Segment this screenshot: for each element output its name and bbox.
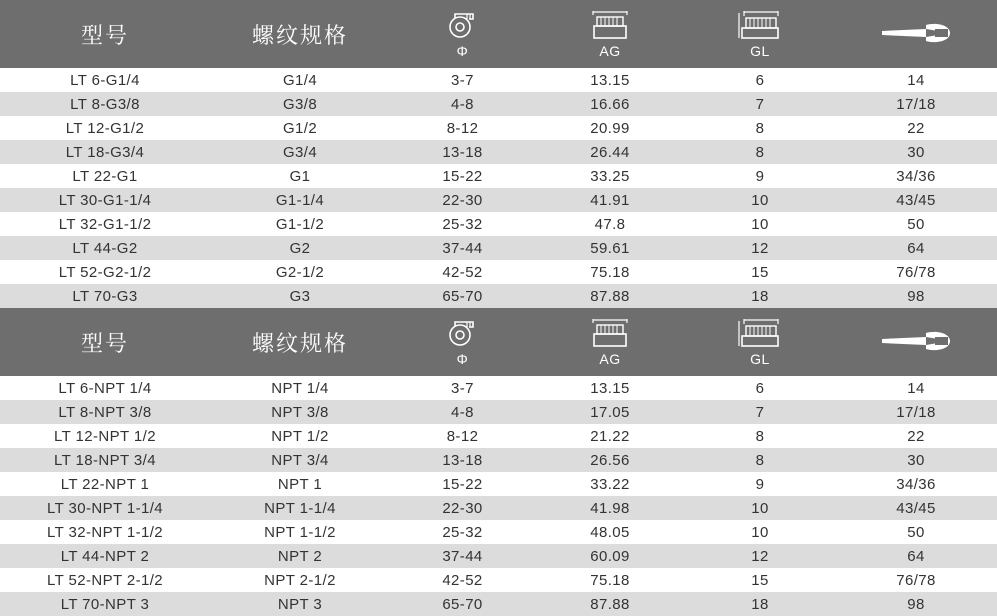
table-row [0,236,997,260]
column-header-wrench [835,308,997,376]
thread-length-icon [734,318,786,350]
cell-diameter: 42-52 [442,263,483,281]
cell-model: LT 12-G1/2 [65,119,145,137]
cell-gl: 10 [751,191,769,209]
cell-wrench: 98 [907,287,925,305]
cell-gl: 12 [751,239,769,257]
cell-diameter: 22-30 [442,191,483,209]
wrench-icon [878,325,954,357]
table-row [0,448,997,472]
cell-thread-spec: G1/2 [282,119,318,137]
cell-model: LT 52-G2-1/2 [58,263,152,281]
cell-ag: 60.09 [590,547,630,565]
cell-model: LT 44-G2 [72,239,138,257]
cell-thread-spec: G3/8 [282,95,318,113]
cell-wrench: 17/18 [896,403,936,421]
column-header-diameter-label: Φ [456,43,469,59]
cell-wrench: 14 [907,71,925,89]
cell-gl: 8 [755,427,765,445]
cell-diameter: 37-44 [442,547,483,565]
cell-model: LT 70-NPT 3 [60,595,150,613]
cell-ag: 26.56 [590,451,630,469]
hex-body-length-icon [587,10,633,42]
cell-wrench: 34/36 [896,167,936,185]
cell-model: LT 18-NPT 3/4 [54,451,156,469]
cell-ag: 21.22 [590,427,630,445]
cell-gl: 15 [751,263,769,281]
cell-thread-spec: NPT 1-1/2 [264,523,336,541]
cell-model: LT 44-NPT 2 [60,547,150,565]
cell-ag: 33.22 [590,475,630,493]
cell-gl: 7 [755,403,765,421]
cell-thread-spec: NPT 1/2 [271,427,329,445]
cell-model: LT 32-NPT 1-1/2 [46,523,164,541]
column-header-model: 型号 [80,331,129,357]
table-row [0,592,997,616]
cell-wrench: 50 [907,523,925,541]
table-header-row [0,0,997,68]
cell-diameter: 22-30 [442,499,483,517]
cell-diameter: 3-7 [451,379,474,397]
threaded-plug-icon [443,318,483,350]
column-header-ag [535,0,685,68]
cell-model: LT 22-G1 [72,167,138,185]
column-header-diameter-label: Φ [456,351,469,367]
column-header-gl-label: GL [750,43,770,59]
table-row [0,496,997,520]
table-header-row [0,308,997,376]
cell-diameter: 15-22 [442,475,483,493]
table-row [0,140,997,164]
cell-gl: 8 [755,119,765,137]
cell-ag: 47.8 [594,215,626,233]
cell-wrench: 34/36 [896,475,936,493]
hex-body-length-icon [587,318,633,350]
cell-ag: 26.44 [590,143,630,161]
cell-gl: 7 [755,95,765,113]
cell-model: LT 12-NPT 1/2 [54,427,156,445]
table-row [0,260,997,284]
cell-diameter: 8-12 [446,119,479,137]
cell-diameter: 4-8 [451,403,474,421]
column-header-thread-spec: 螺纹规格 [251,331,348,357]
cell-diameter: 37-44 [442,239,483,257]
cell-gl: 8 [755,451,765,469]
cell-gl: 18 [751,595,769,613]
cell-ag: 75.18 [590,263,630,281]
column-header-thread-spec: 螺纹规格 [251,23,348,49]
cell-model: LT 22-NPT 1 [60,475,150,493]
cell-thread-spec: G1/4 [282,71,318,89]
cell-diameter: 25-32 [442,523,483,541]
cell-diameter: 13-18 [442,143,483,161]
table-row [0,472,997,496]
cell-diameter: 65-70 [442,595,483,613]
cell-diameter: 4-8 [451,95,474,113]
cell-ag: 13.15 [590,71,630,89]
cell-wrench: 50 [907,215,925,233]
cell-wrench: 43/45 [896,191,936,209]
cell-model: LT 30-NPT 1-1/4 [46,499,164,517]
table-row [0,164,997,188]
cell-wrench: 22 [907,427,925,445]
cell-diameter: 25-32 [442,215,483,233]
cell-diameter: 3-7 [451,71,474,89]
cell-wrench: 98 [907,595,925,613]
thread-length-icon [734,10,786,42]
column-header-ag-label: AG [599,351,621,367]
cell-thread-spec: NPT 3 [277,595,323,613]
table-row [0,212,997,236]
cell-wrench: 30 [907,451,925,469]
cell-model: LT 18-G3/4 [65,143,145,161]
cell-ag: 87.88 [590,595,630,613]
table-row [0,424,997,448]
table-body [0,68,997,308]
cell-thread-spec: G3/4 [282,143,318,161]
cell-ag: 75.18 [590,571,630,589]
table-body [0,376,997,616]
column-header-gl-label: GL [750,351,770,367]
table-row [0,92,997,116]
cell-ag: 33.25 [590,167,630,185]
cell-wrench: 64 [907,547,925,565]
cell-wrench: 43/45 [896,499,936,517]
cell-model: LT 6-G1/4 [70,71,140,89]
cell-thread-spec: NPT 1 [277,475,323,493]
threaded-plug-icon [443,10,483,42]
cell-diameter: 13-18 [442,451,483,469]
wrench-icon [878,17,954,49]
table-row [0,520,997,544]
cell-ag: 48.05 [590,523,630,541]
cell-model: LT 52-NPT 2-1/2 [46,571,164,589]
cell-gl: 18 [751,287,769,305]
column-header-wrench [835,0,997,68]
cell-gl: 10 [751,215,769,233]
cell-ag: 41.98 [590,499,630,517]
cell-gl: 15 [751,571,769,589]
cell-wrench: 76/78 [896,263,936,281]
cell-thread-spec: G1-1/2 [275,215,325,233]
cell-thread-spec: G1-1/4 [275,191,325,209]
table-row [0,568,997,592]
table-row [0,68,997,92]
cell-ag: 87.88 [590,287,630,305]
cell-diameter: 15-22 [442,167,483,185]
cell-thread-spec: G2 [289,239,311,257]
cell-thread-spec: NPT 2-1/2 [264,571,336,589]
cell-model: LT 32-G1-1/2 [58,215,152,233]
cell-ag: 41.91 [590,191,630,209]
cell-gl: 12 [751,547,769,565]
cell-wrench: 30 [907,143,925,161]
cell-thread-spec: G2-1/2 [275,263,325,281]
cell-diameter: 8-12 [446,427,479,445]
cell-ag: 20.99 [590,119,630,137]
cell-gl: 6 [755,379,765,397]
column-header-model: 型号 [80,23,129,49]
cell-wrench: 64 [907,239,925,257]
cell-thread-spec: NPT 2 [277,547,323,565]
cell-gl: 8 [755,143,765,161]
cell-ag: 17.05 [590,403,630,421]
cell-thread-spec: NPT 1-1/4 [264,499,336,517]
cell-wrench: 76/78 [896,571,936,589]
column-header-diameter [390,308,535,376]
column-header-ag [535,308,685,376]
cell-model: LT 6-NPT 1/4 [58,379,152,397]
cell-ag: 13.15 [590,379,630,397]
column-header-ag-label: AG [599,43,621,59]
cell-diameter: 42-52 [442,571,483,589]
table-row [0,116,997,140]
cell-ag: 59.61 [590,239,630,257]
cell-thread-spec: NPT 3/4 [271,451,329,469]
cell-gl: 10 [751,523,769,541]
table-row [0,188,997,212]
table-row [0,544,997,568]
cell-gl: 6 [755,71,765,89]
cell-wrench: 22 [907,119,925,137]
cell-thread-spec: G1 [289,167,311,185]
column-header-gl [685,308,835,376]
spec-table-npt-thread [0,308,997,616]
column-header-diameter [390,0,535,68]
table-row [0,376,997,400]
cell-model: LT 30-G1-1/4 [58,191,152,209]
cell-thread-spec: G3 [289,287,311,305]
cell-gl: 9 [755,475,765,493]
column-header-gl [685,0,835,68]
cell-gl: 10 [751,499,769,517]
cell-model: LT 70-G3 [72,287,138,305]
cell-ag: 16.66 [590,95,630,113]
cell-thread-spec: NPT 3/8 [271,403,329,421]
cell-wrench: 17/18 [896,95,936,113]
cell-model: LT 8-NPT 3/8 [58,403,152,421]
cell-gl: 9 [755,167,765,185]
cell-thread-spec: NPT 1/4 [271,379,329,397]
table-row [0,284,997,308]
cell-wrench: 14 [907,379,925,397]
cell-diameter: 65-70 [442,287,483,305]
cell-model: LT 8-G3/8 [70,95,140,113]
table-row [0,400,997,424]
